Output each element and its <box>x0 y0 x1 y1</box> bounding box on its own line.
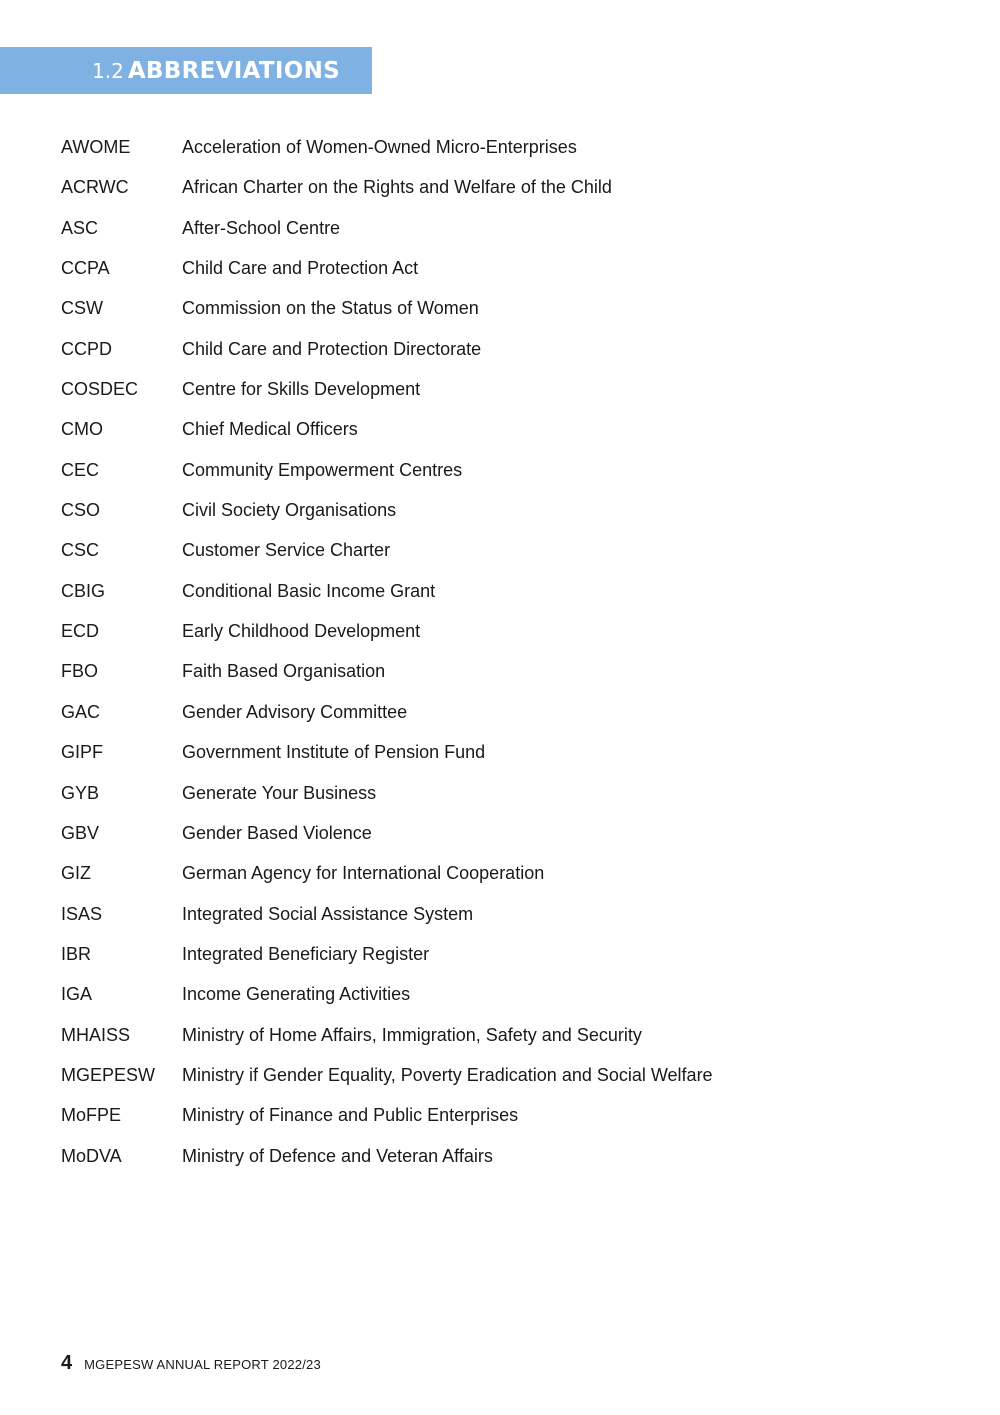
abbreviation-code: ECD <box>61 621 100 642</box>
abbreviation-meaning: Centre for Skills Development <box>182 379 421 400</box>
abbreviation-code: CSO <box>61 500 101 521</box>
list-item <box>61 859 941 899</box>
abbreviation-meaning: Ministry of Defence and Veteran Affairs <box>182 1145 493 1166</box>
abbreviation-meaning: Conditional Basic Income Grant <box>182 580 436 601</box>
list-item <box>61 819 941 859</box>
list-item <box>61 657 941 697</box>
list-item <box>61 375 941 415</box>
abbreviation-code: GIZ <box>61 863 91 884</box>
section-number: 1.2 <box>92 58 124 83</box>
abbreviation-meaning: After-School Centre <box>182 217 341 238</box>
abbreviation-code: ACRWC <box>61 177 129 198</box>
list-item <box>61 173 941 213</box>
abbreviation-meaning: Integrated Social Assistance System <box>182 903 474 924</box>
abbreviation-meaning: Early Childhood Development <box>182 621 421 642</box>
abbreviation-code: GYB <box>61 782 100 803</box>
abbreviation-code: ISAS <box>61 903 103 924</box>
page-number: 4 <box>61 1352 73 1374</box>
abbreviation-code: MHAISS <box>61 1024 131 1045</box>
list-item <box>61 980 941 1020</box>
list-item <box>61 698 941 738</box>
list-item <box>61 456 941 496</box>
abbreviation-meaning: Ministry of Home Affairs, Immigration, Safety and Security <box>182 1024 642 1045</box>
abbreviation-code: ASC <box>61 217 99 238</box>
abbreviation-meaning: Chief Medical Officers <box>182 419 358 440</box>
abbreviation-meaning: Ministry if Gender Equality, Poverty Eradication and Social Welfare <box>182 1064 713 1085</box>
list-item <box>61 133 941 173</box>
abbreviation-code: GAC <box>61 701 101 722</box>
abbreviation-meaning: Commission on the Status of Women <box>182 298 479 319</box>
section-title: ABBREVIATIONS <box>127 57 340 84</box>
page-footer <box>61 1352 321 1375</box>
abbreviation-meaning: Customer Service Charter <box>182 540 391 561</box>
abbreviation-code: CSC <box>61 540 100 561</box>
report-title: MGEPESW ANNUAL REPORT 2022/23 <box>84 1357 321 1372</box>
list-item <box>61 1142 941 1182</box>
list-item <box>61 536 941 576</box>
abbreviation-list <box>61 133 941 1182</box>
list-item <box>61 779 941 819</box>
abbreviation-code: CBIG <box>61 580 106 601</box>
abbreviation-meaning: Government Institute of Pension Fund <box>182 742 486 763</box>
abbreviation-meaning: Child Care and Protection Directorate <box>182 338 482 359</box>
abbreviation-meaning: Integrated Beneficiary Register <box>182 943 430 964</box>
abbreviation-meaning: Gender Advisory Committee <box>182 701 408 722</box>
list-item <box>61 496 941 536</box>
abbreviation-code: IBR <box>61 943 92 964</box>
abbreviation-code: CSW <box>61 298 103 319</box>
abbreviation-meaning: Community Empowerment Centres <box>182 459 463 480</box>
abbreviation-code: MoFPE <box>61 1105 122 1126</box>
abbreviation-meaning: Faith Based Organisation <box>182 661 386 682</box>
abbreviation-meaning: Civil Society Organisations <box>182 500 397 521</box>
list-item <box>61 1061 941 1101</box>
abbreviation-code: COSDEC <box>61 379 139 400</box>
abbreviation-meaning: Generate Your Business <box>182 782 377 803</box>
abbreviation-code: IGA <box>61 984 93 1005</box>
list-item <box>61 294 941 334</box>
abbreviation-meaning: Child Care and Protection Act <box>182 258 419 279</box>
list-item <box>61 617 941 657</box>
abbreviation-code: CCPA <box>61 258 110 279</box>
abbreviation-meaning: Acceleration of Women-Owned Micro-Enterprises <box>182 137 577 157</box>
list-item <box>61 1101 941 1141</box>
abbreviation-code: GBV <box>61 822 100 843</box>
list-item <box>61 900 941 940</box>
abbreviation-code: GIPF <box>61 742 104 763</box>
abbreviation-meaning: Gender Based Violence <box>182 822 372 843</box>
abbreviation-code: FBO <box>61 661 99 682</box>
list-item <box>61 415 941 455</box>
list-item <box>61 738 941 778</box>
abbreviation-code: MoDVA <box>61 1145 122 1166</box>
list-item <box>61 254 941 294</box>
list-item <box>61 335 941 375</box>
list-item <box>61 214 941 254</box>
abbreviation-code: MGEPESW <box>61 1064 156 1085</box>
abbreviation-code: CEC <box>61 459 100 480</box>
section-banner <box>0 47 372 94</box>
abbreviation-meaning: German Agency for International Cooperation <box>182 863 545 884</box>
abbreviation-code: CCPD <box>61 338 113 359</box>
list-item <box>61 1021 941 1061</box>
abbreviation-meaning: Income Generating Activities <box>182 984 411 1005</box>
list-item <box>61 940 941 980</box>
list-item <box>61 577 941 617</box>
abbreviation-code: CMO <box>61 419 103 440</box>
abbreviation-code: AWOME <box>61 137 131 157</box>
abbreviation-meaning: African Charter on the Rights and Welfare of the Child <box>182 177 612 198</box>
abbreviation-meaning: Ministry of Finance and Public Enterprises <box>182 1105 519 1126</box>
